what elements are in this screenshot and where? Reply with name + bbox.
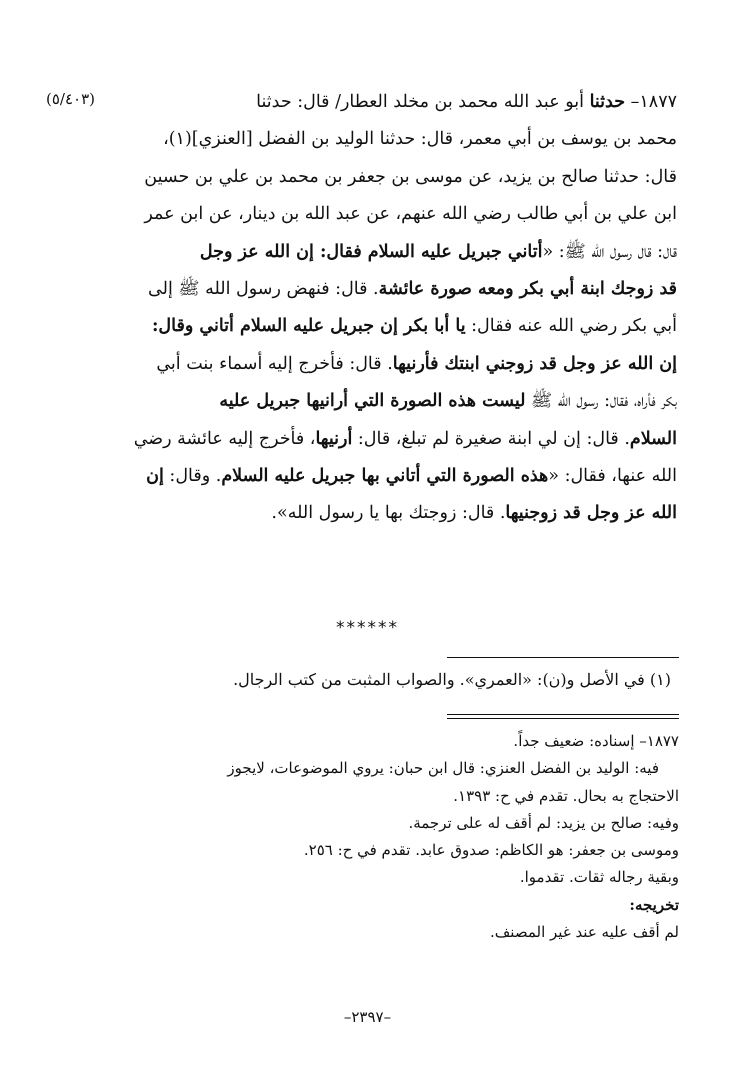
commentary-line: تخريجه: — [629, 895, 679, 914]
hadith-bold-segment: إن الله عز وجل قد زوجني ابنتك فأرنيها — [392, 353, 677, 374]
hadith-segment: محمد بن يوسف بن أبي معمر، قال: حدثنا الوليد بن الفضل [العنزي](١)، — [163, 129, 677, 150]
commentary-line: فيه: الوليد بن الفضل العنزي: قال ابن حبان: يروي الموضوعات، لايجوز — [227, 759, 659, 778]
hadith-bold-segment: الله عز وجل قد زوجنيها — [505, 503, 677, 524]
commentary-line: ١٨٧٧– إسناده: ضعيف جداً. — [513, 732, 679, 750]
hadith-line — [88, 234, 677, 271]
hadith-bold-segment: هذه الصورة التي أتاني بها جبريل عليه السلام — [221, 466, 549, 487]
hadith-line — [88, 383, 677, 420]
hadith-segment: الله عنها، فقال: « — [548, 466, 677, 487]
hadith-line — [88, 84, 677, 121]
hadith-line — [88, 159, 677, 196]
hadith-segment: ، فأخرج إليه عائشة رضي — [133, 428, 316, 449]
footnote: (١) في الأصل و(ن): «العمري». والصواب المثبت من كتب الرجال. — [233, 670, 671, 689]
commentary-rule-top — [447, 714, 679, 715]
hadith-bold-segment: أرنيها — [315, 428, 353, 449]
hadith-segment: أبو عبد الله محمد بن مخلد العطار/ قال: حدثنا — [256, 92, 590, 112]
commentary-line: الاحتجاج به بحال. تقدم في ح: ١٣٩٣. — [453, 786, 679, 805]
commentary-line: وبقية رجاله ثقات. تقدموا. — [519, 868, 679, 887]
hadith-line — [88, 458, 677, 495]
hadith-bold-segment: ليست هذه الصورة التي أرانيها جبريل عليه — [219, 391, 526, 412]
hadith-text — [88, 84, 677, 533]
hadith-bold-segment: يا أبا بكر إن جبريل عليه السلام أتاني وقال: — [151, 316, 466, 337]
hadith-line — [88, 421, 677, 458]
hadith-segment: أبي بكر رضي الله عنه فقال: — [465, 316, 677, 337]
hadith-line — [88, 121, 677, 158]
hadith-line — [88, 196, 677, 233]
commentary-line: وفيه: صالح بن يزيد: لم أقف له على ترجمة. — [408, 813, 679, 832]
volume-page-reference: (٥/٤٠٣) — [46, 90, 95, 108]
commentary-text — [100, 728, 679, 946]
hadith-segment: . قال: فأخرج إليه أسماء بنت أبي — [156, 353, 393, 374]
hadith-line — [88, 271, 677, 308]
hadith-segment: . قال: فنهض رسول الله ﷺ إلى — [148, 279, 379, 300]
hadith-bold-segment: أتاني جبريل عليه السلام فقال: إن الله عز وجل — [199, 241, 543, 262]
commentary-line: وموسى بن جعفر: هو الكاظم: صدوق عابد. تقدم في ح: ٢٥٦. — [303, 841, 679, 860]
footnote-rule — [447, 657, 679, 658]
page-number: –٢٣٩٧– — [343, 1008, 392, 1026]
hadith-line — [88, 346, 677, 383]
hadith-bold-segment: إن — [146, 466, 164, 487]
hadith-segment: ١٨٧٧– — [625, 92, 677, 112]
hadith-segment: . وقال: — [163, 466, 222, 487]
hadith-bold-segment: حدثنا — [589, 92, 626, 112]
hadith-segment: قال: حدثنا صالح بن يزيد، عن موسى بن جعفر بن محمد بن علي بن حسين — [144, 166, 677, 187]
hadith-segment: . قال: زوجتك بها يا رسول الله». — [271, 503, 506, 524]
commentary-rule-bottom — [447, 718, 679, 719]
hadith-line — [88, 495, 677, 532]
hadith-segment: ابن علي بن أبي طالب رضي الله عنهم، عن عبد الله بن دينار، عن ابن عمر — [144, 204, 677, 225]
hadith-segment: . قال: إن لي ابنة صغيرة لم تبلغ، قال: — [352, 428, 630, 449]
commentary-line: لم أقف عليه عند غير المصنف. — [490, 923, 679, 942]
hadith-line — [88, 308, 677, 345]
hadith-bold-segment: السلام — [629, 428, 677, 449]
hadith-bold-segment: قد زوجك ابنة أبي بكر ومعه صورة عائشة — [378, 279, 677, 300]
hadith-segment: بكر فأراه، فقال: رسول الله ﷺ — [525, 391, 677, 412]
section-separator: ****** — [336, 618, 399, 638]
hadith-segment: قال: قال رسول الله ﷺ: « — [542, 241, 677, 262]
